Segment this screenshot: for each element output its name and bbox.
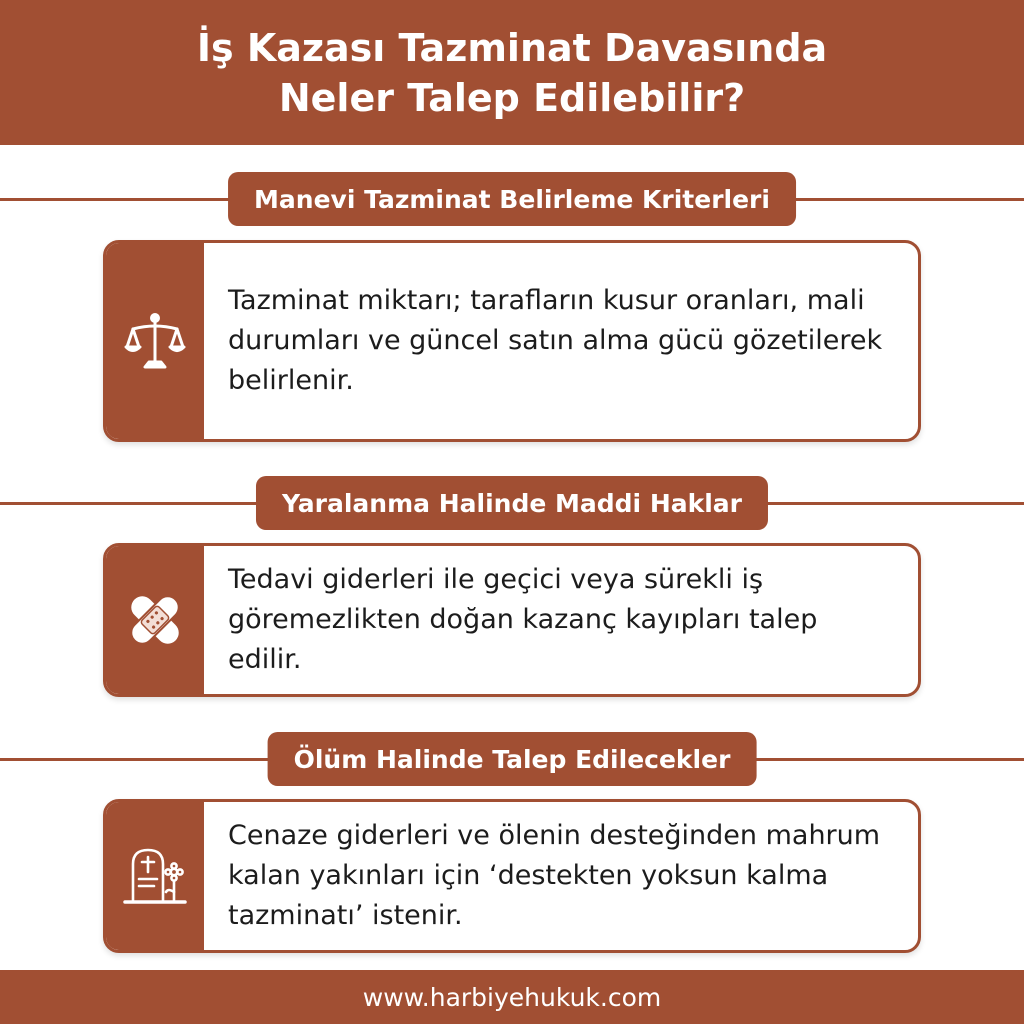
bandage-icon — [122, 587, 188, 653]
card-icon-panel — [106, 802, 204, 950]
website-link[interactable]: www.harbiyehukuk.com — [362, 982, 662, 1012]
info-card — [103, 799, 921, 953]
scales-icon — [123, 309, 187, 373]
info-card — [103, 240, 921, 442]
gravestone-icon — [121, 842, 189, 910]
page-title-line-1: İş Kazası Tazminat Davasında — [196, 25, 828, 70]
card-description: Tedavi giderleri ile geçici veya sürekli iş göremezlikten doğan kazanç kayıpları talep edilir. — [228, 564, 818, 675]
page-title-line-2: Neler Talep Edilebilir? — [278, 75, 746, 120]
card-text — [228, 802, 898, 950]
footer-banner — [0, 970, 1024, 1024]
card-icon-panel — [106, 546, 204, 694]
info-card — [103, 543, 921, 697]
section-heading: Manevi Tazminat Belirleme Kriterleri — [228, 172, 796, 226]
card-description: Cenaze giderleri ve ölenin desteğinden mahrum kalan yakınları için ‘destekten yoksun kalma tazminatı’ istenir. — [228, 820, 881, 931]
card-text — [228, 243, 898, 439]
card-text — [228, 546, 898, 694]
header-banner — [0, 0, 1024, 145]
section-heading: Ölüm Halinde Talep Edilecekler — [268, 732, 757, 786]
card-description: Tazminat miktarı; tarafların kusur oranları, mali durumları ve güncel satın alma gücü gözetilerek belirlenir. — [228, 285, 883, 396]
card-icon-panel — [106, 243, 204, 439]
section-heading: Yaralanma Halinde Maddi Haklar — [256, 476, 768, 530]
